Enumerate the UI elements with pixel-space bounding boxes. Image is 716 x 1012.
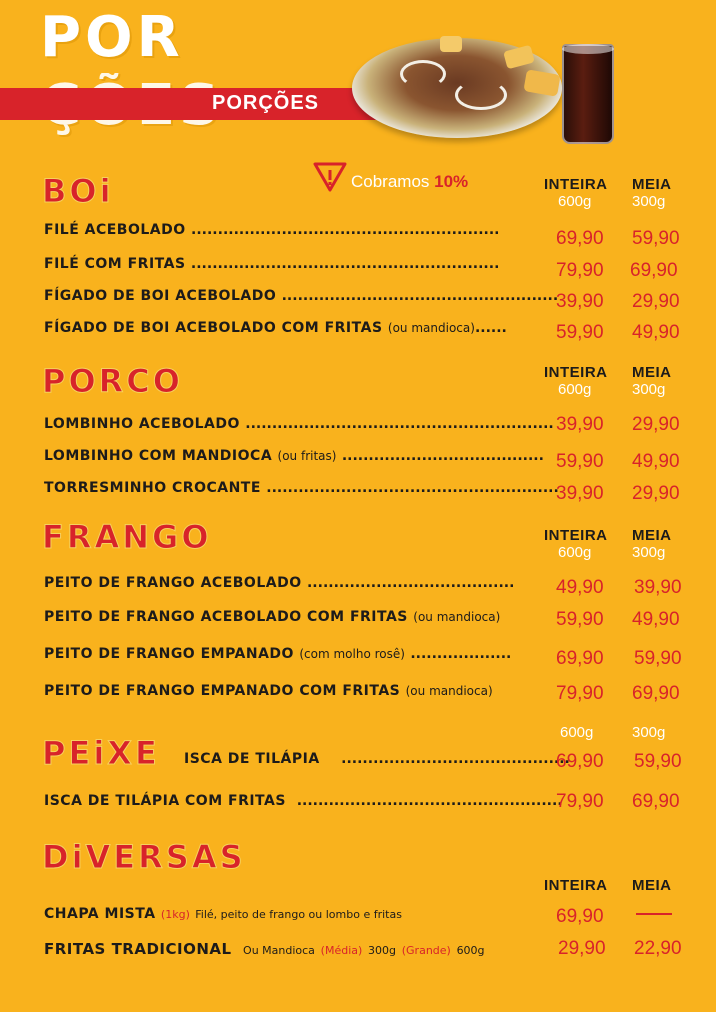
notice-percent: 10%: [434, 172, 469, 191]
price-meia: 59,90: [634, 648, 682, 669]
item-note: (ou mandioca): [405, 684, 493, 698]
col-head-meia: MEIA: [632, 364, 672, 381]
price-meia: 59,90: [632, 228, 680, 249]
menu-item: PEITO DE FRANGO EMPANADO (com molho rosê) ...................: [44, 646, 512, 662]
item-note: (ou fritas): [277, 449, 337, 463]
item-name: PEITO DE FRANGO EMPANADO: [44, 646, 294, 662]
soda-glass-rim: [562, 44, 614, 54]
col-head-meia: MEIA: [632, 527, 672, 544]
price-inteira: 69,90: [556, 906, 604, 927]
menu-item: PEITO DE FRANGO ACEBOLADO .......................................: [44, 575, 515, 591]
item-note: (com molho rosê): [299, 647, 405, 661]
section-title-frango: FRANGO: [42, 518, 212, 556]
price-meia: 49,90: [632, 609, 680, 630]
item-description: Ou Mandioca: [243, 944, 315, 957]
item-note: (ou mandioca): [413, 610, 501, 624]
item-name: FÍGADO DE BOI ACEBOLADO: [44, 288, 277, 304]
price-meia: 49,90: [632, 322, 680, 343]
price-inteira: 69,90: [556, 751, 604, 772]
item-weight: 600g: [456, 944, 485, 957]
section-title-boi: BOi: [42, 172, 114, 210]
size-label: (Grande): [401, 944, 451, 957]
price-inteira: 29,90: [558, 938, 606, 959]
col-head-meia: MEIA: [632, 877, 672, 894]
col-sub-600g: 600g: [560, 724, 594, 741]
col-head-meia: MEIA: [632, 176, 672, 193]
price-meia: 69,90: [630, 260, 678, 281]
size-label: (Média): [320, 944, 363, 957]
item-name: FILÉ COM FRITAS: [44, 256, 186, 272]
item-name: CHAPA MISTA: [44, 906, 156, 922]
menu-item: ISCA DE TILÁPIA COM FRITAS ..................................................: [44, 793, 563, 809]
header-ribbon: [0, 88, 380, 120]
onion-ring-image: [455, 80, 507, 110]
price-inteira: 59,90: [556, 451, 604, 472]
price-inteira: 59,90: [556, 609, 604, 630]
price-meia: 29,90: [632, 414, 680, 435]
title-por: POR: [40, 5, 184, 70]
item-description: Filé, peito de frango ou lombo e fritas: [195, 908, 402, 921]
col-head-inteira: INTEIRA: [544, 527, 608, 544]
col-sub-600g: 600g: [558, 193, 592, 210]
menu-item: LOMBINHO COM MANDIOCA (ou fritas) ......................................: [44, 448, 544, 464]
ribbon-label: PORÇÕES: [212, 92, 320, 114]
col-head-inteira: INTEIRA: [544, 877, 608, 894]
item-name: FILÉ ACEBOLADO: [44, 222, 186, 238]
item-name: FRITAS TRADICIONAL: [44, 940, 232, 958]
item-weight: (1kg): [160, 908, 190, 921]
section-title-diversas: DiVERSAS: [42, 838, 246, 876]
price-meia: 49,90: [632, 451, 680, 472]
price-inteira: 69,90: [556, 648, 604, 669]
fries-image: [440, 36, 462, 52]
item-name: ISCA DE TILÁPIA COM FRITAS: [44, 793, 286, 809]
onion-ring-image: [400, 60, 446, 88]
col-sub-300g: 300g: [632, 724, 666, 741]
col-sub-300g: 300g: [632, 381, 666, 398]
menu-item: [44, 906, 402, 922]
price-meia: 29,90: [632, 483, 680, 504]
price-inteira: 49,90: [556, 577, 604, 598]
warning-icon: [313, 162, 347, 192]
price-meia: 39,90: [634, 577, 682, 598]
menu-item: FILÉ COM FRITAS ..........................................................: [44, 256, 500, 272]
soda-glass-image: [562, 44, 614, 144]
item-name: LOMBINHO ACEBOLADO: [44, 416, 240, 432]
col-sub-600g: 600g: [558, 544, 592, 561]
notice-text: Cobramos: [351, 172, 435, 191]
col-sub-300g: 300g: [632, 544, 666, 561]
item-name: PEITO DE FRANGO ACEBOLADO: [44, 575, 302, 591]
item-weight: 300g: [368, 944, 396, 957]
menu-item: [44, 940, 485, 958]
item-name: FÍGADO DE BOI ACEBOLADO COM FRITAS: [44, 320, 383, 336]
menu-item: [44, 609, 500, 625]
col-head-inteira: INTEIRA: [544, 364, 608, 381]
price-inteira: 39,90: [556, 291, 604, 312]
item-name: LOMBINHO COM MANDIOCA: [44, 448, 273, 464]
price-meia: 22,90: [634, 938, 682, 959]
price-inteira: 69,90: [556, 228, 604, 249]
menu-item: [44, 683, 493, 699]
menu-item: LOMBINHO ACEBOLADO ..........................................................: [44, 416, 554, 432]
service-charge-notice: [351, 172, 468, 192]
price-inteira: 79,90: [556, 260, 604, 281]
menu-item: TORRESMINHO CROCANTE .......................................................: [44, 480, 559, 496]
price-inteira: 39,90: [556, 414, 604, 435]
section-title-peixe: PEiXE: [42, 734, 160, 772]
price-inteira: 79,90: [556, 791, 604, 812]
item-name: ISCA DE TILÁPIA: [184, 751, 320, 767]
price-meia-unavailable: [636, 913, 672, 915]
price-meia: 59,90: [634, 751, 682, 772]
menu-item: FILÉ ACEBOLADO ..........................................................: [44, 222, 500, 238]
item-name: PEITO DE FRANGO ACEBOLADO COM FRITAS: [44, 609, 408, 625]
price-inteira: 59,90: [556, 322, 604, 343]
item-name: PEITO DE FRANGO EMPANADO COM FRITAS: [44, 683, 401, 699]
section-title-porco: PORCO: [42, 362, 183, 400]
item-name: TORRESMINHO CROCANTE: [44, 480, 261, 496]
col-head-inteira: INTEIRA: [544, 176, 608, 193]
menu-item: FÍGADO DE BOI ACEBOLADO COM FRITAS (ou mandioca)......: [44, 320, 507, 336]
price-meia: 29,90: [632, 291, 680, 312]
col-sub-600g: 600g: [558, 381, 592, 398]
price-inteira: 39,90: [556, 483, 604, 504]
price-meia: 69,90: [632, 791, 680, 812]
menu-item: ISCA DE TILÁPIA ...........................................: [184, 751, 570, 767]
price-meia: 69,90: [632, 683, 680, 704]
menu-item: FÍGADO DE BOI ACEBOLADO ....................................................: [44, 288, 559, 304]
item-note: (ou mandioca): [387, 321, 475, 335]
col-sub-300g: 300g: [632, 193, 666, 210]
price-inteira: 79,90: [556, 683, 604, 704]
